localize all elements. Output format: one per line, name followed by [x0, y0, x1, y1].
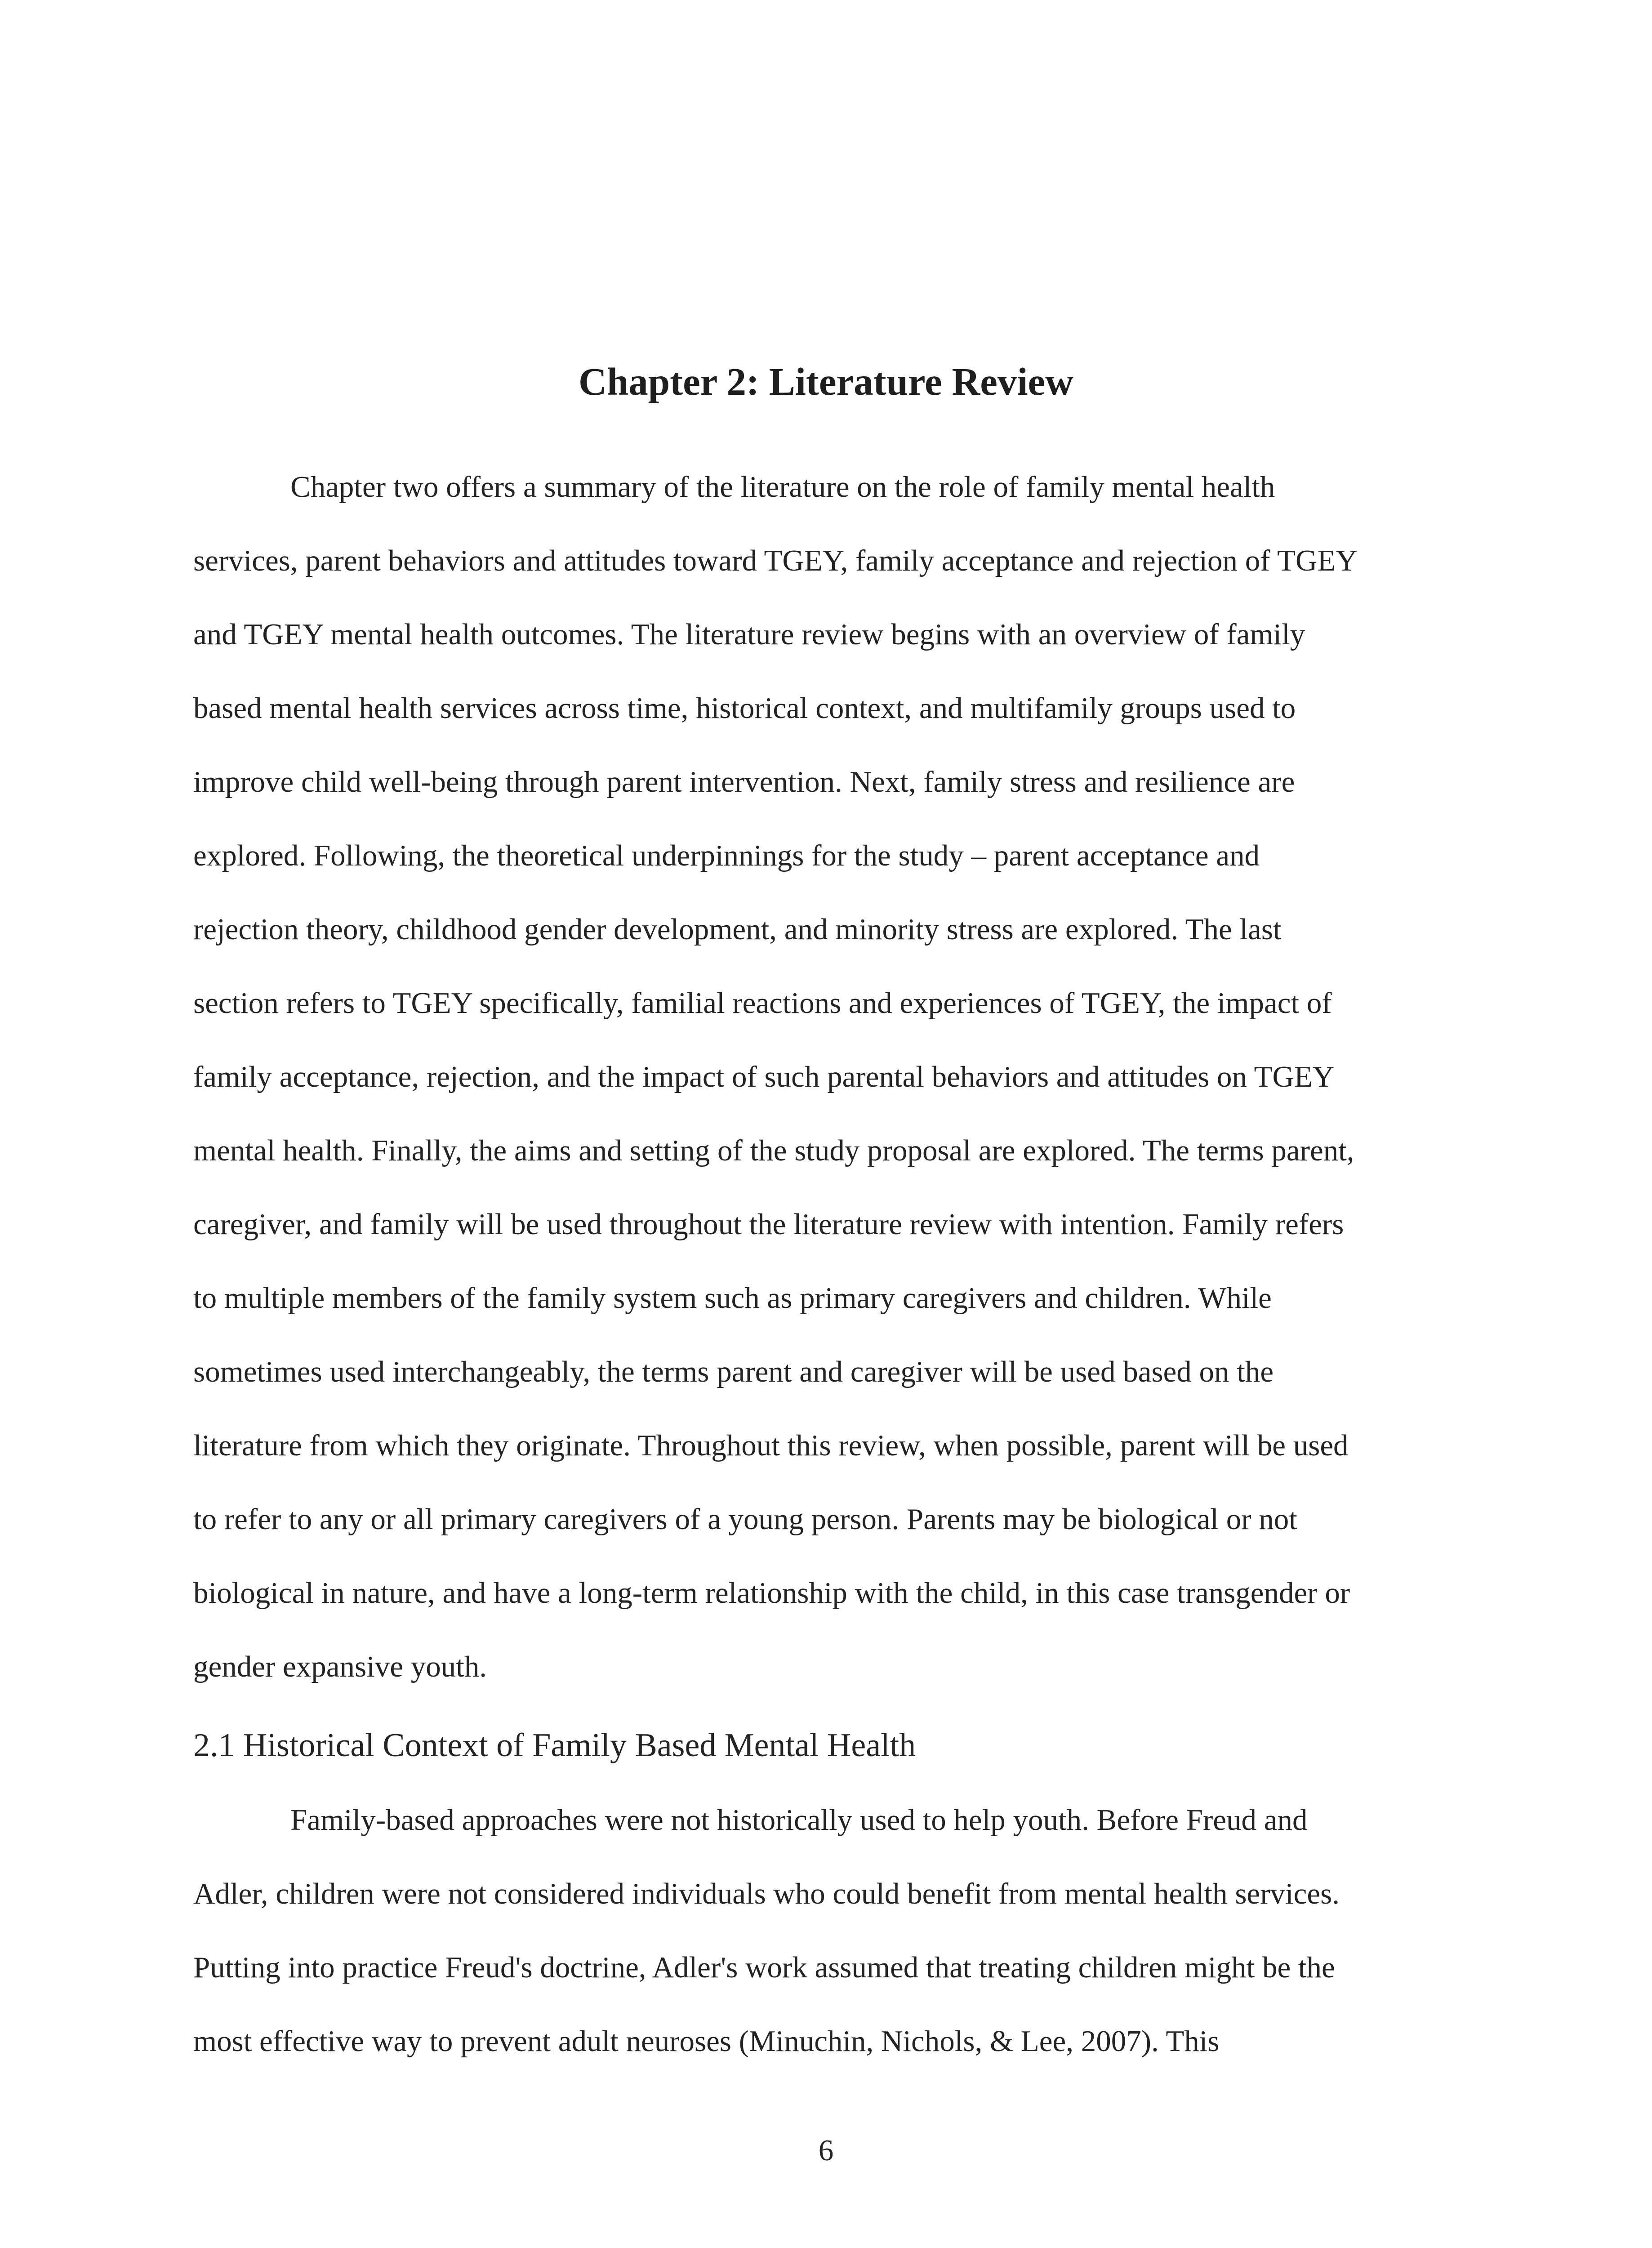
intro-line: rejection theory, childhood gender development, and minority stress are explored. The last: [193, 913, 1282, 946]
intro-line: biological in nature, and have a long-term relationship with the child, in this case transgender or: [193, 1576, 1350, 1610]
intro-line: gender expansive youth.: [193, 1650, 487, 1683]
page-number: 6: [818, 2134, 834, 2167]
section-heading: 2.1 Historical Context of Family Based Mental Health: [193, 1727, 916, 1764]
intro-line: services, parent behaviors and attitudes toward TGEY, family acceptance and rejection of TGEY: [193, 544, 1358, 577]
section-line: Putting into practice Freud's doctrine, Adler's work assumed that treating children might be the: [193, 1951, 1335, 1984]
intro-line: and TGEY mental health outcomes. The literature review begins with an overview of family: [193, 618, 1305, 651]
intro-line: family acceptance, rejection, and the impact of such parental behaviors and attitudes on TGEY: [193, 1060, 1335, 1093]
intro-line: to refer to any or all primary caregivers of a young person. Parents may be biological or not: [193, 1503, 1297, 1536]
section-line: Adler, children were not considered individuals who could benefit from mental health services.: [193, 1877, 1340, 1910]
intro-line: literature from which they originate. Throughout this review, when possible, parent will be used: [193, 1429, 1349, 1462]
intro-line: mental health. Finally, the aims and setting of the study proposal are explored. The terms parent,: [193, 1134, 1354, 1167]
intro-line: section refers to TGEY specifically, familial reactions and experiences of TGEY, the impact of: [193, 986, 1332, 1020]
intro-line: explored. Following, the theoretical underpinnings for the study – parent acceptance and: [193, 839, 1260, 872]
chapter-title: Chapter 2: Literature Review: [579, 360, 1073, 403]
section-line: Family-based approaches were not historically used to help youth. Before Freud and: [290, 1803, 1308, 1837]
intro-line: Chapter two offers a summary of the literature on the role of family mental health: [290, 470, 1275, 504]
intro-line: sometimes used interchangeably, the terms parent and caregiver will be used based on the: [193, 1355, 1274, 1388]
intro-line: based mental health services across time, historical context, and multifamily groups used to: [193, 691, 1296, 725]
intro-line: to multiple members of the family system such as primary caregivers and children. While: [193, 1281, 1272, 1315]
intro-line: improve child well-being through parent intervention. Next, family stress and resilience are: [193, 765, 1295, 798]
intro-line: caregiver, and family will be used throughout the literature review with intention. Family refers: [193, 1208, 1344, 1241]
section-line: most effective way to prevent adult neuroses (Minuchin, Nichols, & Lee, 2007). This: [193, 2025, 1220, 2058]
